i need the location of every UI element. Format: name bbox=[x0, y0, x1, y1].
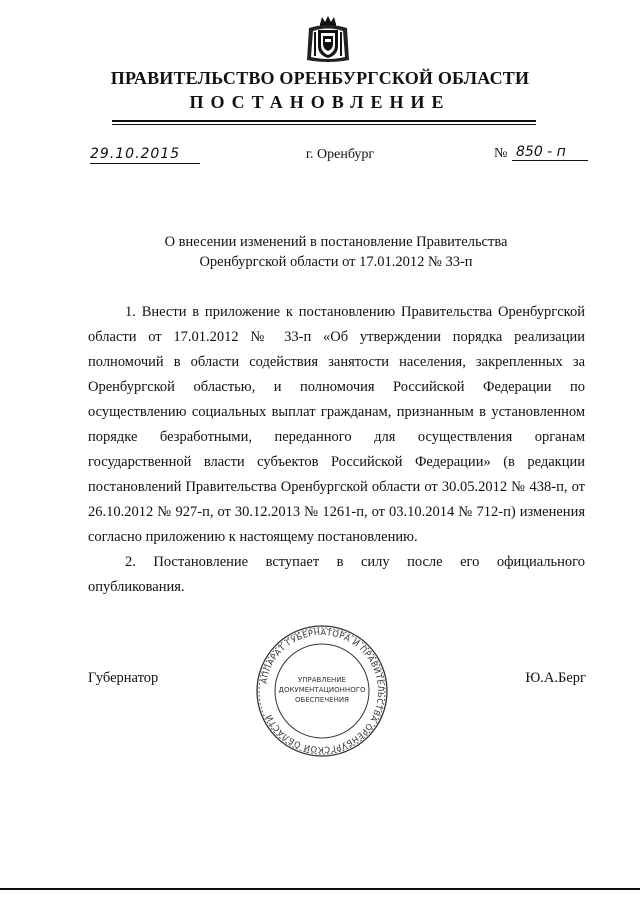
signatory-name: Ю.А.Берг bbox=[525, 670, 586, 686]
document-number-label: № bbox=[494, 146, 508, 161]
stamp-center-line-3: ОБЕСПЕЧЕНИЯ bbox=[295, 696, 349, 704]
official-stamp bbox=[254, 624, 390, 758]
document-date: 29.10.2015 bbox=[90, 146, 200, 164]
coat-of-arms-emblem bbox=[305, 14, 351, 64]
title-line-2: Оренбургской области от 17.01.2012 № 33-п bbox=[199, 254, 473, 270]
header-rule-thin bbox=[112, 124, 536, 125]
document-number: 850 - п bbox=[512, 144, 588, 161]
document-body bbox=[88, 300, 585, 600]
organization-name: ПРАВИТЕЛЬСТВО ОРЕНБУРГСКОЙ ОБЛАСТИ bbox=[110, 68, 530, 88]
document-type: ПОСТАНОВЛЕНИЕ bbox=[189, 92, 451, 112]
bottom-border-line bbox=[0, 888, 640, 890]
stamp-ring-text: АППАРАТ ГУБЕРНАТОРА И ПРАВИТЕЛЬСТВА ОРЕНБУРГСКОЙ ОБЛАСТИ bbox=[258, 626, 387, 756]
title-line-1: О внесении изменений в постановление Правительства bbox=[164, 234, 508, 250]
document-city: г. Оренбург bbox=[305, 147, 375, 162]
stamp-center-line-2: ДОКУМЕНТАЦИОННОГО bbox=[278, 686, 366, 694]
body-paragraph-1: 1. Внести в приложение к постановлению Правительства Оренбургской области от 17.01.2012 № 33-п «Об утверждении порядка реализации полномочий в области содействия занятости населения, закрепленных за Оренбургской областью, и полномочия Российской Федерации по осуществлению социальных выплат гражданам, признанным в установленном порядке безработными, переданного для осуществления органам государственной власти субъектов Российской Федерации» (в редакции постановлений Правительства Оренбургской области от 30.05.2012 № 438-п, от 26.10.2012 № 927-п, от 30.12.2013 № 1261-п, от 03.10.2014 № 712-п) изменения согласно приложению к настоящему постановлению. bbox=[88, 304, 585, 545]
document-title bbox=[0, 232, 640, 272]
body-paragraph-2: 2. Постановление вступает в силу после его официального опубликования. bbox=[88, 554, 585, 595]
stamp-center-line-1: УПРАВЛЕНИЕ bbox=[298, 676, 346, 684]
header-rule-thick bbox=[112, 120, 536, 122]
signatory-position: Губернатор bbox=[88, 670, 159, 686]
